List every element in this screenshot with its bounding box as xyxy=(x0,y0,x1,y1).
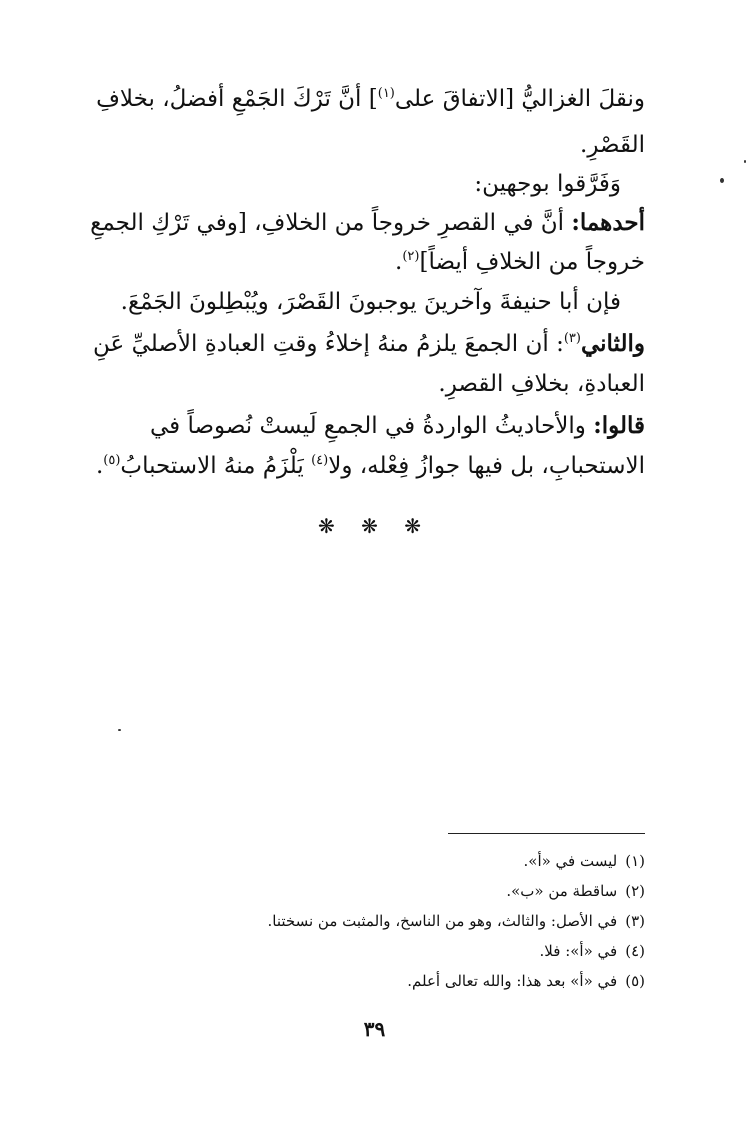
footnote-text: في «أ» بعد هذا: والله تعالى أعلم. xyxy=(407,972,618,990)
footnote-text: في الأصل: والثالث، وهو من الناسخ، والمثبت من نسختنا. xyxy=(267,912,618,930)
footnote-ref-1[interactable]: (١) xyxy=(377,86,395,101)
scan-speck xyxy=(118,729,121,731)
paragraph-1-line-1 xyxy=(88,82,645,116)
text-segment: . xyxy=(95,453,104,479)
footnote-5 xyxy=(407,969,645,993)
footnote-divider xyxy=(448,833,645,834)
footnote-ref-5[interactable]: (٥) xyxy=(103,453,121,468)
footnote-number: (٢) xyxy=(625,882,645,900)
scan-speck xyxy=(744,160,746,163)
text-segment: ونقلَ الغزاليُّ [الاتفاقَ على xyxy=(394,86,645,112)
text-segment: والأحاديثُ الواردةُ في الجمعِ لَيستْ نُصوصاً في xyxy=(149,413,594,439)
text-segment: : أن الجمعَ يلزمُ منهُ إخلاءُ وقتِ العبادةِ الأصليِّ عَنِ xyxy=(93,331,564,357)
text-segment: وَفَرَّقوا بوجهين: xyxy=(474,171,621,197)
footnote-4 xyxy=(540,939,645,963)
footnote-number: (٣) xyxy=(625,912,645,930)
footnote-text: ساقطة من «ب». xyxy=(506,882,618,900)
footnote-ref-4[interactable]: (٤) xyxy=(311,453,329,468)
section-separator: ❋ ❋ ❋ xyxy=(318,514,431,538)
footnote-ref-2[interactable]: (٢) xyxy=(402,249,420,264)
paragraph-6-line-1 xyxy=(88,409,645,443)
footnote-number: (٥) xyxy=(625,972,645,990)
text-segment: فإن أبا حنيفةَ وآخرينَ يوجبونَ القَصْرَ، ويُبْطِلونَ الجَمْعَ. xyxy=(120,289,621,315)
text-segment: . xyxy=(395,249,403,275)
paragraph-5-line-2 xyxy=(438,367,645,401)
lead-word: قالوا: xyxy=(593,412,645,439)
footnote-number: (١) xyxy=(625,852,645,870)
footnote-1 xyxy=(524,849,646,873)
paragraph-4 xyxy=(121,285,621,319)
footnote-number: (٤) xyxy=(625,942,645,960)
paragraph-3-line-1 xyxy=(88,206,645,240)
text-segment: ] أنَّ تَرْكَ الجَمْعِ أفضلُ، بخلافِ xyxy=(96,86,378,112)
footnote-text: في «أ»: فلا. xyxy=(539,942,618,960)
text-segment: يَلْزَمُ منهُ الاستحبابُ xyxy=(120,453,312,479)
paragraph-1-line-2 xyxy=(580,128,645,162)
footnote-3 xyxy=(268,909,646,933)
scan-speck xyxy=(720,178,724,183)
lead-word: والثاني xyxy=(580,330,645,357)
page-number: ٣٩ xyxy=(363,1017,386,1041)
text-segment: الاستحبابِ، بل فيها جوازُ فِعْله، ولا xyxy=(328,453,645,479)
paragraph-5-line-1 xyxy=(88,327,645,361)
footnote-text: ليست في «أ». xyxy=(523,852,618,870)
paragraph-3-line-2 xyxy=(395,245,645,279)
text-segment: العبادةِ، بخلافِ القصرِ. xyxy=(438,371,645,397)
text-segment: أنَّ في القصرِ خروجاً من الخلافِ، [وفي تَرْكِ الجمعِ xyxy=(90,210,572,236)
footnote-2 xyxy=(506,879,645,903)
text-segment: القَصْرِ. xyxy=(580,132,645,158)
lead-word: أحدهما: xyxy=(571,209,645,236)
paragraph-2 xyxy=(474,167,621,201)
text-segment: خروجاً من الخلافِ أيضاً] xyxy=(419,249,645,275)
footnote-ref-3[interactable]: (٣) xyxy=(563,331,581,346)
paragraph-6-line-2 xyxy=(96,449,645,483)
